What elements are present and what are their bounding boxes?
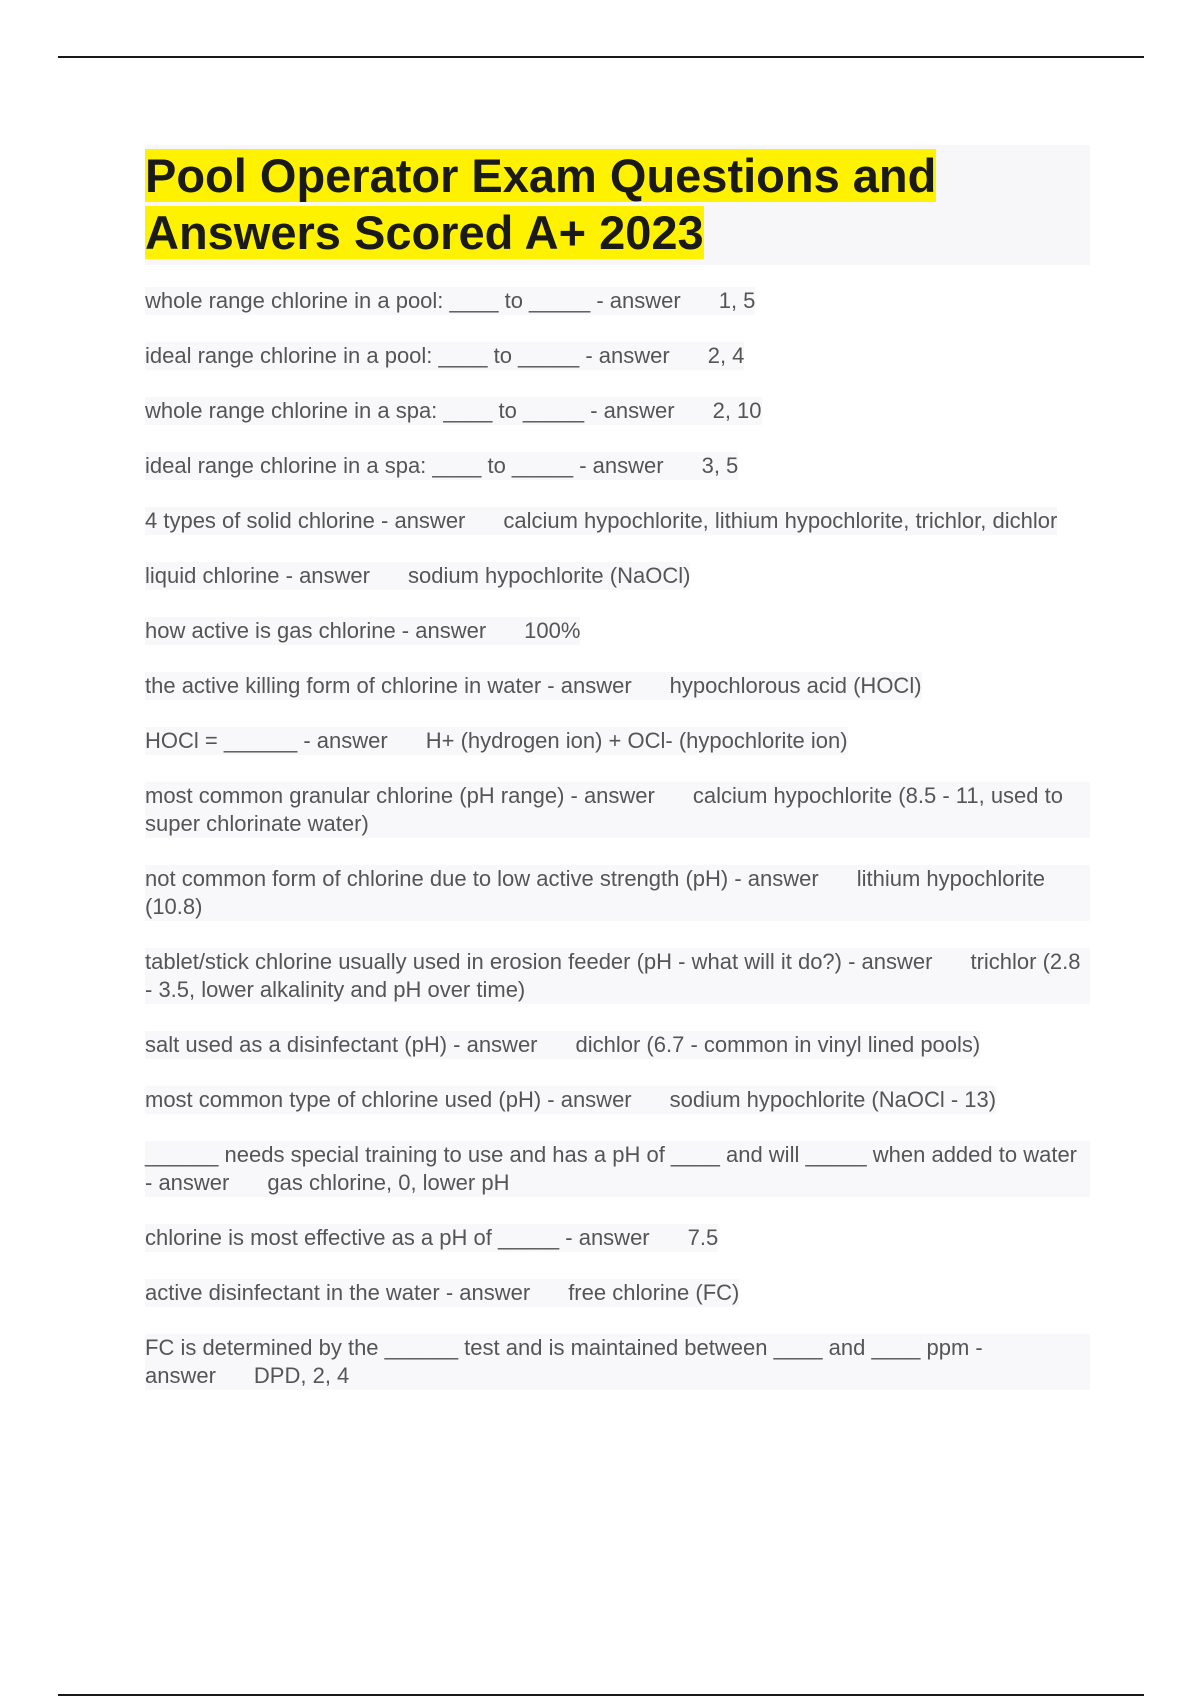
answer-text: trichlor (2.8 - 3.5, lower alkalinity and pH over time): [145, 949, 1081, 1002]
question-text: 4 types of solid chlorine - answer: [145, 508, 466, 533]
answer-text: 2, 10: [712, 398, 762, 423]
answer-text: 3, 5: [701, 453, 739, 478]
question-text: liquid chlorine - answer: [145, 563, 370, 588]
qa-item: [145, 562, 690, 590]
question-text: ideal range chlorine in a spa: ____ to _____ - answer: [145, 453, 664, 478]
qa-item: [145, 672, 922, 700]
question-text: HOCl = ______ - answer: [145, 728, 388, 753]
question-text: ideal range chlorine in a pool: ____ to _____ - answer: [145, 343, 670, 368]
qa-item: [145, 865, 1090, 921]
question-text: most common type of chlorine used (pH) - answer: [145, 1087, 632, 1112]
question-text: FC is determined by the ______ test and is maintained between ____ and ____ ppm - answer: [145, 1335, 983, 1388]
question-text: not common form of chlorine due to low active strength (pH) - answer: [145, 866, 819, 891]
answer-text: lithium hypochlorite (10.8): [145, 866, 1046, 919]
answer-text: calcium hypochlorite (8.5 - 11, used to super chlorinate water): [145, 783, 1063, 836]
qa-item: [145, 1141, 1090, 1197]
answer-text: gas chlorine, 0, lower pH: [267, 1170, 510, 1195]
qa-item: [145, 452, 738, 480]
answer-text: DPD, 2, 4: [253, 1363, 350, 1388]
question-text: whole range chlorine in a spa: ____ to _____ - answer: [145, 398, 675, 423]
qa-item: [145, 727, 848, 755]
top-rule: [58, 56, 1144, 58]
question-text: most common granular chlorine (pH range) - answer: [145, 783, 655, 808]
answer-text: calcium hypochlorite, lithium hypochlorite, trichlor, dichlor: [503, 508, 1058, 533]
answer-text: free chlorine (FC): [568, 1280, 740, 1305]
question-text: whole range chlorine in a pool: ____ to _____ - answer: [145, 288, 681, 313]
qa-item: [145, 1279, 739, 1307]
qa-item: [145, 342, 744, 370]
answer-text: dichlor (6.7 - common in vinyl lined pools): [575, 1032, 981, 1057]
question-text: tablet/stick chlorine usually used in erosion feeder (pH - what will it do?) - answer: [145, 949, 933, 974]
answer-text: 100%: [524, 618, 581, 643]
question-text: how active is gas chlorine - answer: [145, 618, 487, 643]
answer-text: H+ (hydrogen ion) + OCl- (hypochlorite ion): [425, 728, 848, 753]
qa-item: [145, 287, 755, 315]
qa-item: [145, 617, 580, 645]
document-title: [145, 147, 1090, 261]
document-body: [145, 145, 1090, 1417]
answer-text: hypochlorous acid (HOCl): [669, 673, 922, 698]
qa-item: [145, 1031, 980, 1059]
qa-item: [145, 1334, 1090, 1390]
qa-item: [145, 507, 1057, 535]
bottom-rule: [58, 1694, 1144, 1696]
qa-item: [145, 782, 1090, 838]
question-text: the active killing form of chlorine in water - answer: [145, 673, 632, 698]
question-text: chlorine is most effective as a pH of _____ - answer: [145, 1225, 650, 1250]
qa-item: [145, 948, 1090, 1004]
qa-list: [145, 287, 1090, 1390]
answer-text: 1, 5: [718, 288, 756, 313]
answer-text: 7.5: [687, 1225, 719, 1250]
title-block: [145, 145, 1090, 265]
answer-text: sodium hypochlorite (NaOCl - 13): [669, 1087, 997, 1112]
qa-item: [145, 397, 762, 425]
question-text: active disinfectant in the water - answer: [145, 1280, 531, 1305]
question-text: salt used as a disinfectant (pH) - answer: [145, 1032, 538, 1057]
answer-text: sodium hypochlorite (NaOCl): [408, 563, 691, 588]
qa-item: [145, 1224, 718, 1252]
question-text: ______ needs special training to use and has a pH of ____ and will _____ when added to water - answer: [145, 1142, 1078, 1195]
answer-text: 2, 4: [707, 343, 745, 368]
document-title-text: Pool Operator Exam Questions and Answers Scored A+ 2023: [145, 149, 937, 259]
qa-item: [145, 1086, 996, 1114]
